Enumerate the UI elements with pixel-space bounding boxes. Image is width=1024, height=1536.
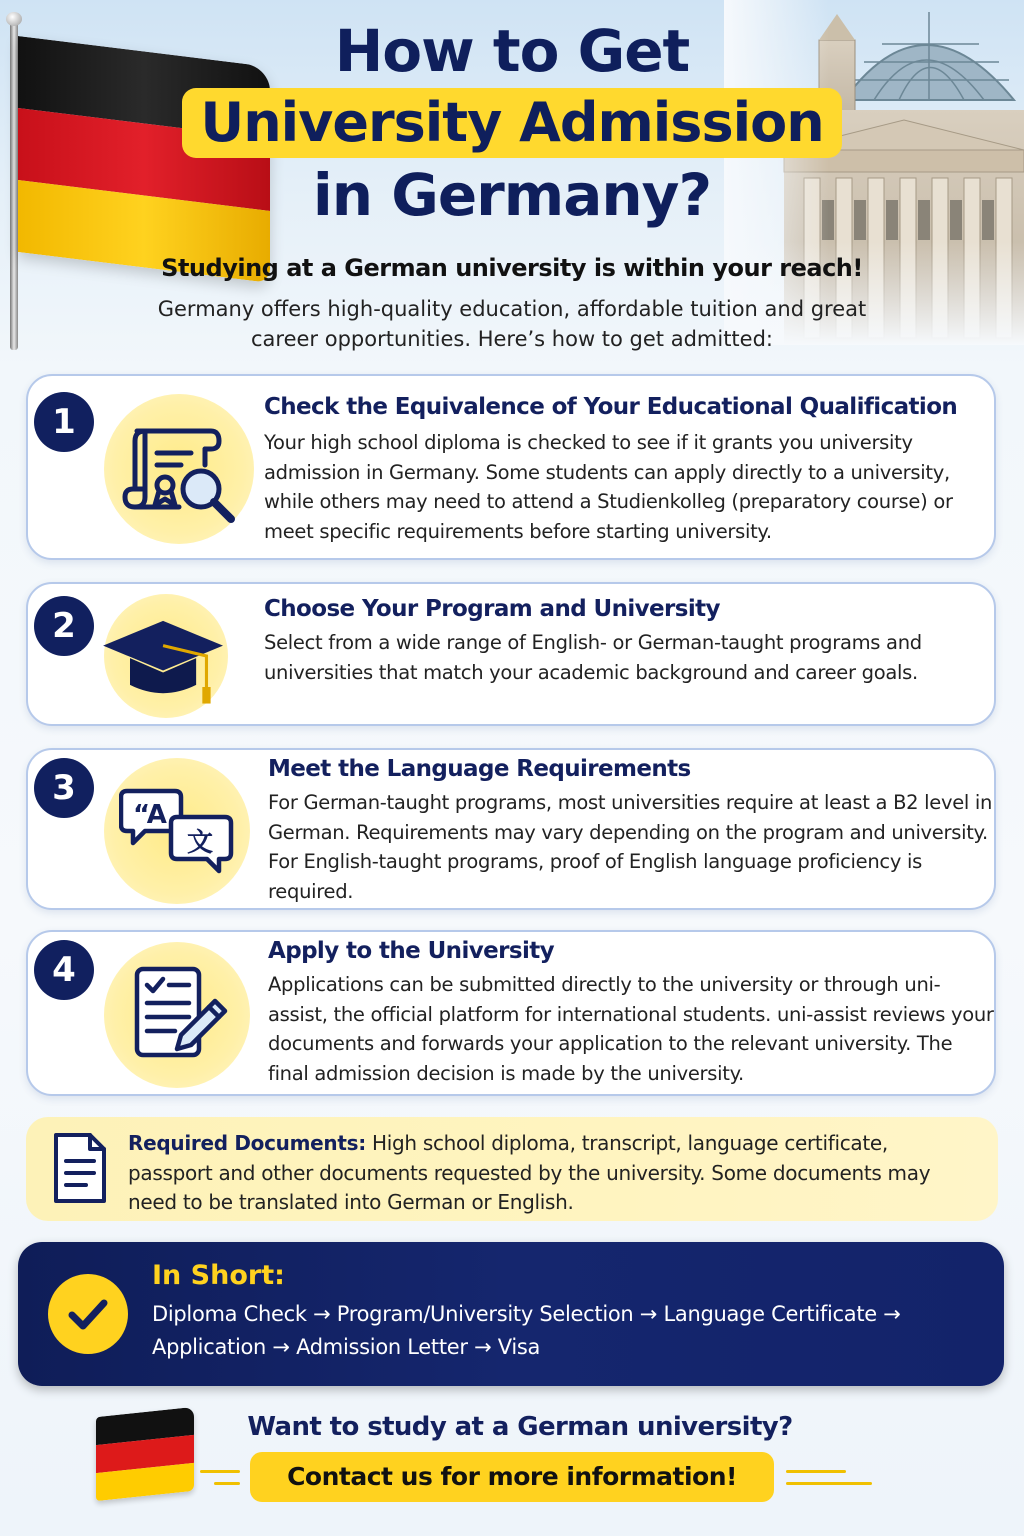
required-documents-text [128, 1129, 978, 1218]
page-title [0, 18, 1024, 228]
step-card-1 [26, 374, 996, 560]
step-title: Apply to the University [268, 938, 555, 964]
in-short-label: In Short: [152, 1260, 285, 1291]
cta-decoration-line [786, 1482, 872, 1485]
step-icon-circle [104, 942, 250, 1088]
step-description: Select from a wide range of English- or German-taught programs and universities that match your academic background and career goals. [264, 631, 922, 684]
document-icon [50, 1131, 110, 1205]
checkmark-badge [48, 1274, 128, 1354]
in-short-steps: Diploma Check → Program/University Selection → Language Certificate → Application → Admission Letter → Visa [152, 1302, 901, 1359]
step-card-4 [26, 930, 996, 1096]
step-card-3 [26, 748, 996, 910]
diploma-magnifier-icon [119, 409, 239, 529]
application-form-icon [119, 957, 239, 1077]
step-card-2 [26, 582, 996, 726]
step-title: Choose Your Program and University [264, 596, 720, 622]
step-title: Check the Equivalence of Your Educational Qualification [264, 394, 958, 420]
contact-cta-button[interactable]: Contact us for more information! [250, 1452, 774, 1502]
step-number-badge: 4 [34, 940, 94, 1000]
subtitle: Studying at a German university is within your reach! [161, 254, 863, 282]
step-description: For German-taught programs, most universities require at least a B2 level in German. Requirements may vary depending on the program and university. For English-taught programs, proof of English language proficiency is required. [268, 791, 993, 903]
graduation-cap-icon [96, 594, 226, 718]
required-documents-label: Required Documents: [128, 1131, 366, 1155]
step-description: Your high school diploma is checked to see if it grants you university admission in Germany. Some students can apply directly to a university, while others may need to attend a Studienkolleg (preparatory course) or meet specific requirements before starting university. [264, 431, 953, 543]
intro-text: Germany offers high-quality education, affordable tuition and great career opportunities. Here’s how to get admitted: [157, 297, 867, 351]
step-number-badge: 2 [34, 596, 94, 656]
step-icon-circle [104, 394, 254, 544]
step-number-badge: 1 [34, 392, 94, 452]
small-german-flag-image [96, 1407, 194, 1501]
footer-question: Want to study at a German university? [247, 1412, 793, 1442]
title-line-3: in Germany? [312, 161, 712, 229]
checkmark-icon [64, 1290, 112, 1338]
step-icon-circle [104, 758, 250, 904]
step-icon-circle [104, 594, 228, 718]
title-line-2-highlighted: University Admission [182, 88, 841, 158]
required-documents-list: High school diploma, transcript, language certificate, passport and other documents requested by the university. Some documents may need to be translated into German or English. [128, 1131, 931, 1214]
cta-decoration-line [786, 1470, 846, 1473]
required-documents-box [26, 1117, 998, 1221]
translation-icon [119, 773, 239, 893]
step-description: Applications can be submitted directly to the university or through uni-assist, the official platform for international students. uni-assist reviews your documents and forwards your application to the relevant university. The final admission decision is made by the university. [268, 973, 994, 1085]
svg-text:“A: “A [133, 800, 167, 830]
svg-text:文: 文 [187, 828, 214, 858]
cta-decoration-line [200, 1470, 240, 1473]
in-short-box [18, 1242, 1004, 1386]
title-line-1: How to Get [334, 17, 690, 85]
cta-decoration-line [214, 1482, 240, 1485]
step-number-badge: 3 [34, 758, 94, 818]
step-title: Meet the Language Requirements [268, 756, 691, 782]
